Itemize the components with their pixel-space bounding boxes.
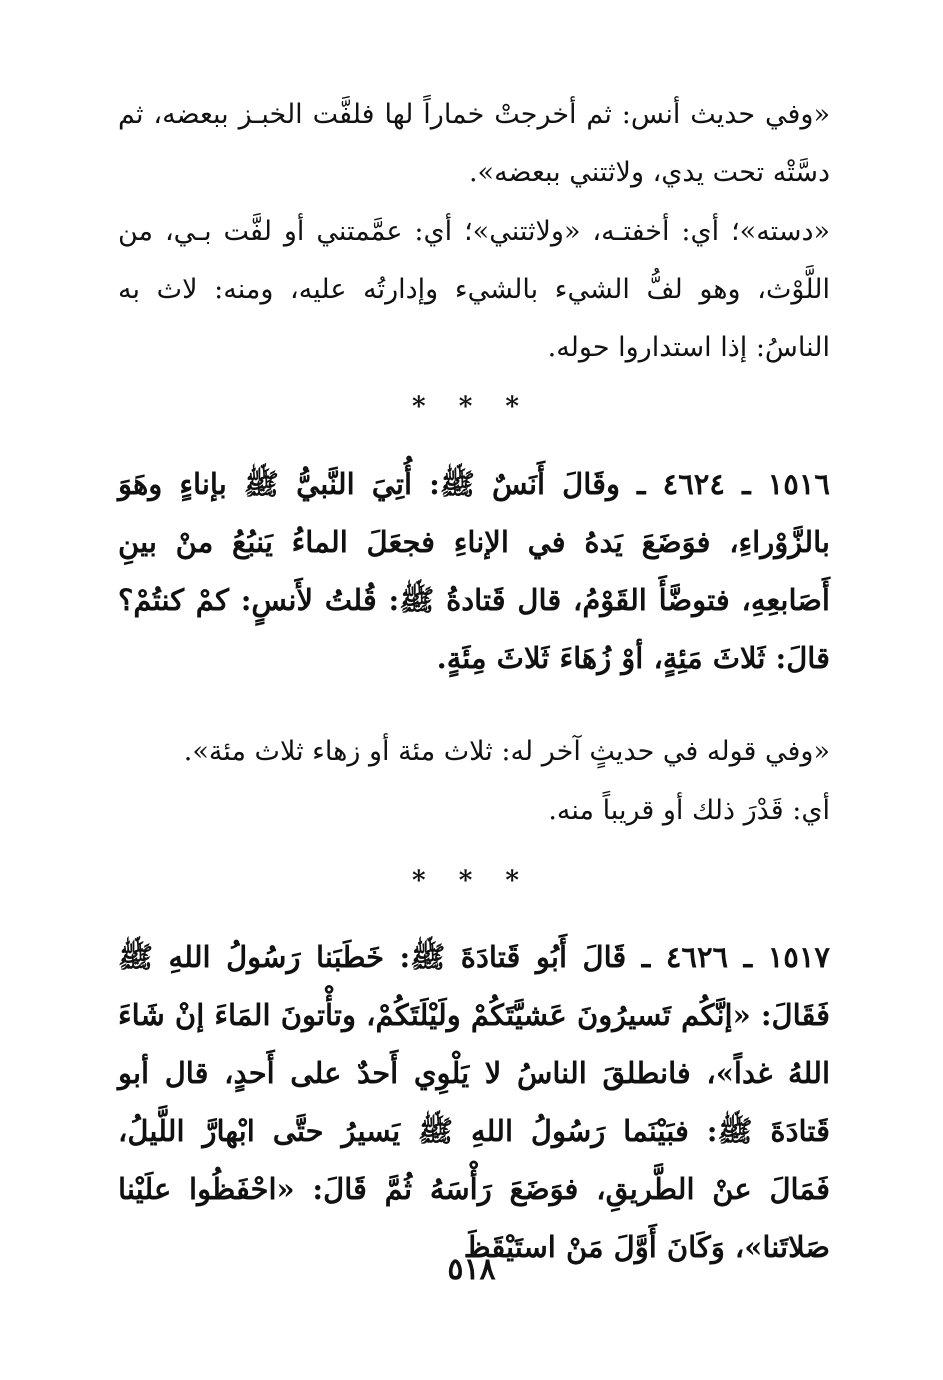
commentary-paragraph: أي: قَدْرَ ذلك أو قريباً منه.	[548, 795, 830, 826]
page-number: ٥١٨	[447, 1252, 496, 1287]
section-separator: * * *	[412, 866, 531, 896]
hadith-paragraph: ١٥١٦ ـ ٤٦٢٤ ـ وقَالَ أَنَسٌ ﷺ: أُتِيَ النَّبيُّ ﷺ بإناءٍ وهَوَ بالزَّوْراءِ، فوَضَعَ يَدهُ في الإناءِ فجعَلَ الماءُ يَنبُعُ منْ بينِ أَصَابعِهِ، فتوضَّأَ القَوْمُ، قال قَتادةُ ﷺ: قُلتُ لأَنسٍ: كمْ كنتُمْ؟ قالَ: ثَلاثَ مَئِةٍ، أوْ زُهَاءَ ثَلاثَ مِئَةٍ.	[118, 467, 830, 675]
section-separator: * * *	[412, 392, 531, 422]
commentary-paragraph: «وفي قوله في حديثٍ آخر له: ثلاث مئة أو زهاء ثلاث مئة».	[183, 736, 830, 767]
commentary-paragraph: «وفي حديث أنس: ثم أخرجتْ خماراً لها فلفَّت الخبـز ببعضه، ثم دسَّتْه تحت يدي، ولاثتني ببعضه».	[118, 99, 830, 188]
commentary-paragraph: «دسته»؛ أي: أخفتـه، «ولاثتني»؛ أي: عمَّمتني أو لفَّت بـي، من اللَّوْث، وهو لفُّ الشيء بالشيء وإدارتُه عليه، ومنه: لاث به الناسُ: إذا استداروا حوله.	[118, 216, 830, 363]
hadith-paragraph: ١٥١٧ ـ ٤٦٢٦ ـ قَالَ أَبُو قَتادَةَ ﷺ: خَطَبَنا رَسُولُ اللهِ ﷺ فَقَالَ: «إنَّكُم تَسيرُونَ عَشيَّتَكُمْ ولَيْلَتَكُمْ، وتأْتونَ المَاءَ إنْ شَاءَ اللهُ غداً»، فانطلقَ الناسُ لا يَلْوِي أَحدٌ على أَحدٍ، قال أبو قَتادَةَ ﷺ: فبَيْنَما رَسُولُ اللهِ ﷺ يَسيرُ حتَّى ابْهارَّ اللَّيلُ، فَمَالَ عنْ الطَّريقِ، فوَضَعَ رَأْسَهُ ثُمَّ قَالَ: «احْفَظُوا علَيْنا صَلاتَنا»، وَكَانَ أَوَّلَ مَنْ استَيْقَظَ	[118, 940, 830, 1264]
